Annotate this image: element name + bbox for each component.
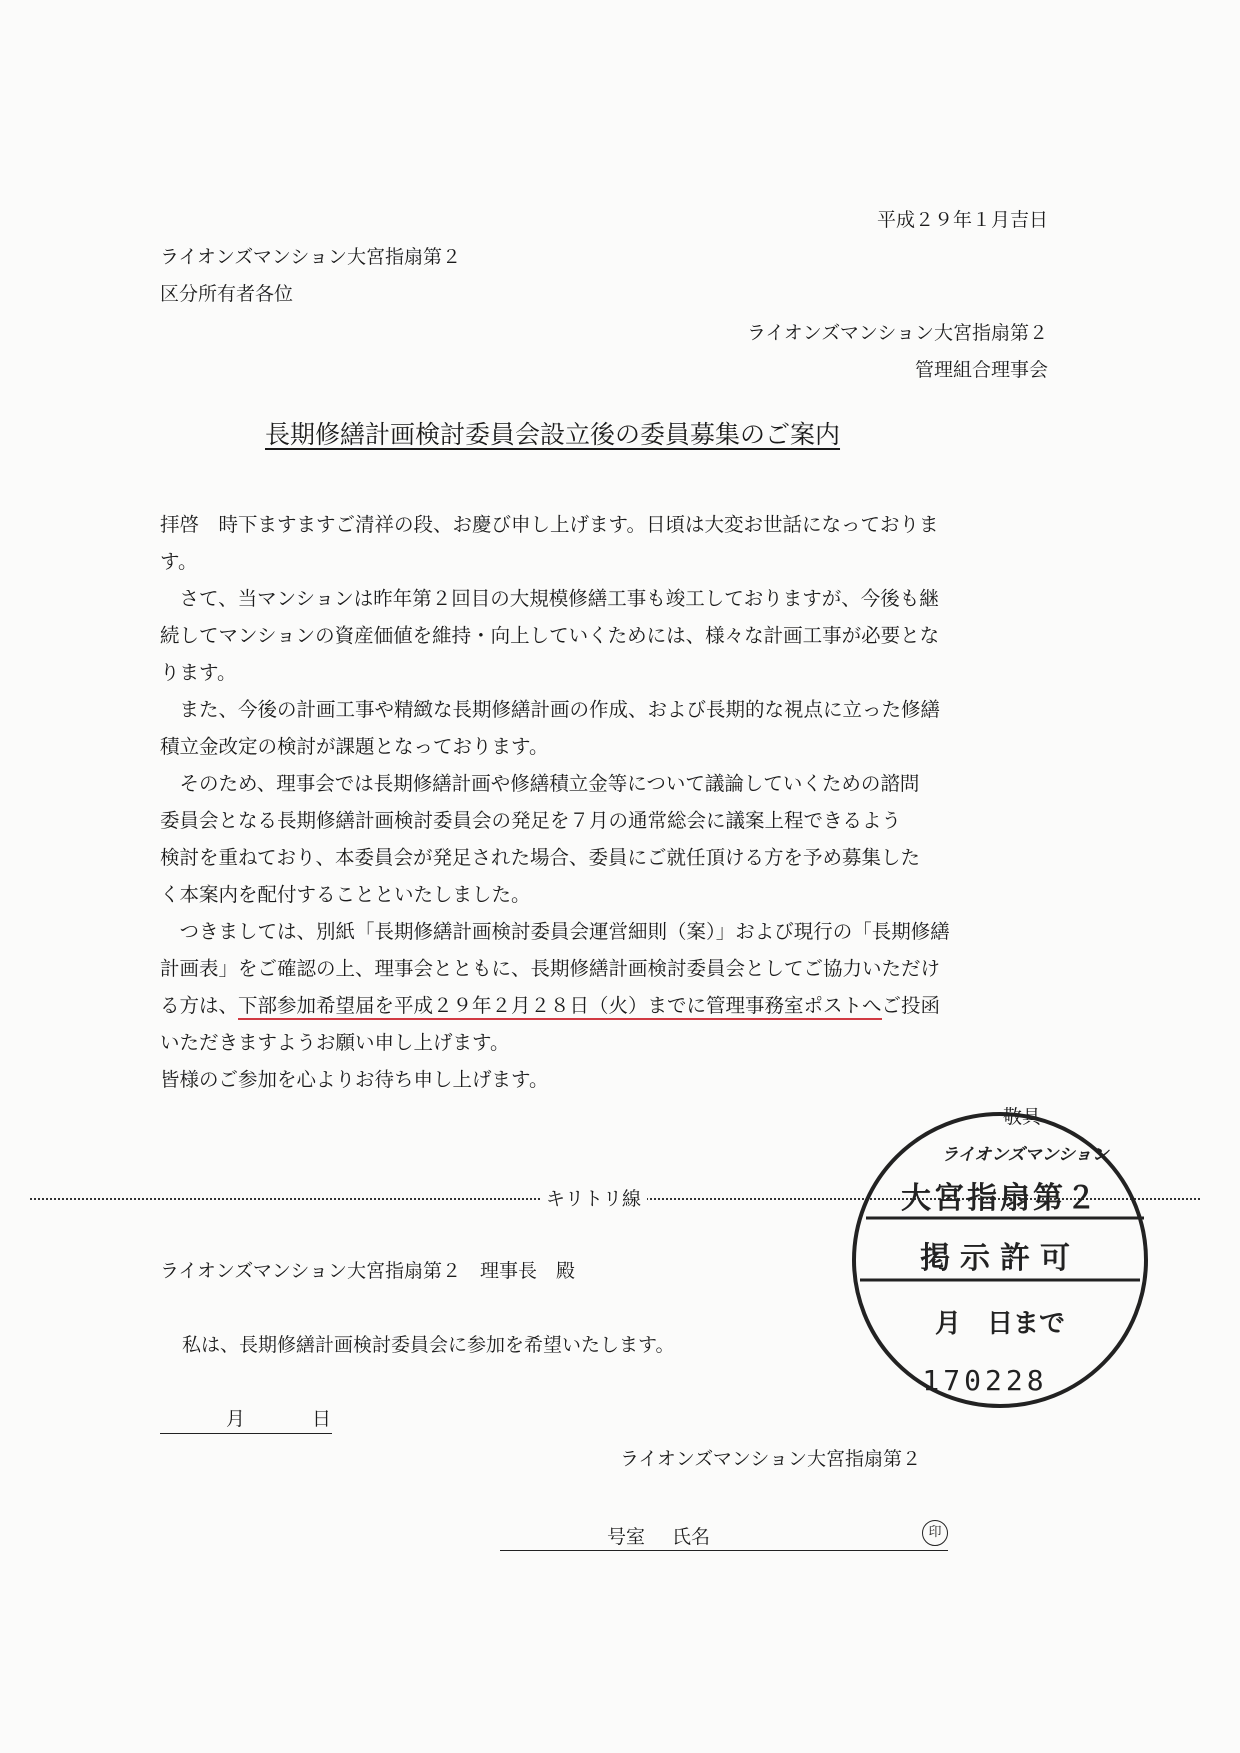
- body-line: 計画表」をご確認の上、理事会とともに、長期修繕計画検討委員会としてご協力いただけ: [160, 957, 941, 980]
- document-title: 長期修繕計画検討委員会設立後の委員募集のご案内: [265, 420, 841, 449]
- form-room-label: 号室: [607, 1526, 646, 1548]
- body-line: つきましては、別紙「長期修繕計画検討委員会運営細則（案）」および現行の「長期修繕: [160, 920, 950, 943]
- body-line: 検討を重ねており、本委員会が発足された場合、委員にご就任頂ける方を予め募集した: [160, 846, 921, 869]
- body-line: いただきますようお願い申し上げます。: [160, 1031, 510, 1054]
- stamp-text: 掲示許可: [920, 1241, 1080, 1276]
- date-underline: [160, 1433, 332, 1434]
- cut-line-label: キリトリ線: [540, 1184, 647, 1211]
- form-addressee: ライオンズマンション大宮指扇第２ 理事長 殿: [160, 1260, 576, 1282]
- stamp-text: 170228: [922, 1364, 1048, 1397]
- body-line: 拝啓 時下ますますご清祥の段、お慶び申し上げます。日頃は大変お世話になっておりま: [160, 513, 939, 536]
- body-line: ります。: [160, 661, 237, 684]
- body-line-deadline: [160, 987, 1060, 1024]
- body-line: 皆様のご参加を心よりお待ち申し上げます。: [160, 1068, 549, 1091]
- recipient-owners: 区分所有者各位: [160, 283, 294, 305]
- body-line: そのため、理事会では長期修繕計画や修繕積立金等について議論していくための諮問: [160, 772, 920, 795]
- sender-board: 管理組合理事会: [914, 359, 1048, 381]
- form-statement: 私は、長期修繕計画検討委員会に参加を希望いたします。: [182, 1334, 675, 1356]
- seal-mark: 印: [922, 1520, 948, 1546]
- body-line-suffix: ご投函: [881, 994, 941, 1017]
- body-line: 委員会となる長期修繕計画検討委員会の発足を７月の通常総会に議案上程できるよう: [160, 809, 902, 832]
- body-line: さて、当マンションは昨年第２回目の大規模修繕工事も竣工しておりますが、今後も継: [160, 587, 939, 610]
- sender-building: ライオンズマンション大宮指扇第２: [746, 322, 1048, 344]
- form-name-label: 氏名: [672, 1526, 711, 1548]
- body-text: [160, 506, 1060, 1098]
- name-underline: [500, 1550, 948, 1551]
- form-month-label: 月: [226, 1408, 246, 1430]
- form-day-label: 日: [312, 1408, 332, 1430]
- closing-keigu: 敬具: [1003, 1106, 1042, 1128]
- stamp-text: ライオンズマンション: [941, 1145, 1109, 1165]
- body-line: 積立金改定の検討が課題となっております。: [160, 735, 549, 758]
- body-line: 続してマンションの資産価値を維持・向上していくためには、様々な計画工事が必要とな: [160, 624, 940, 647]
- stamp-text: 月 日まで: [934, 1309, 1066, 1339]
- approval-stamp: [850, 1106, 1160, 1410]
- body-line: く本案内を配付することといたしました。: [160, 883, 531, 906]
- body-line: す。: [160, 550, 198, 573]
- body-line-prefix: る方は、: [160, 994, 239, 1017]
- deadline-highlight: 下部参加希望届を平成２９年２月２８日（火）までに管理事務室ポストへ: [238, 994, 882, 1020]
- stamp-text: 大宮指扇第２: [901, 1181, 1099, 1216]
- form-building: ライオンズマンション大宮指扇第２: [620, 1448, 922, 1470]
- recipient-building: ライオンズマンション大宮指扇第２: [160, 246, 462, 268]
- body-line: また、今後の計画工事や精緻な長期修繕計画の作成、および長期的な視点に立った修繕: [160, 698, 941, 721]
- issue-date: 平成２９年１月吉日: [876, 209, 1048, 231]
